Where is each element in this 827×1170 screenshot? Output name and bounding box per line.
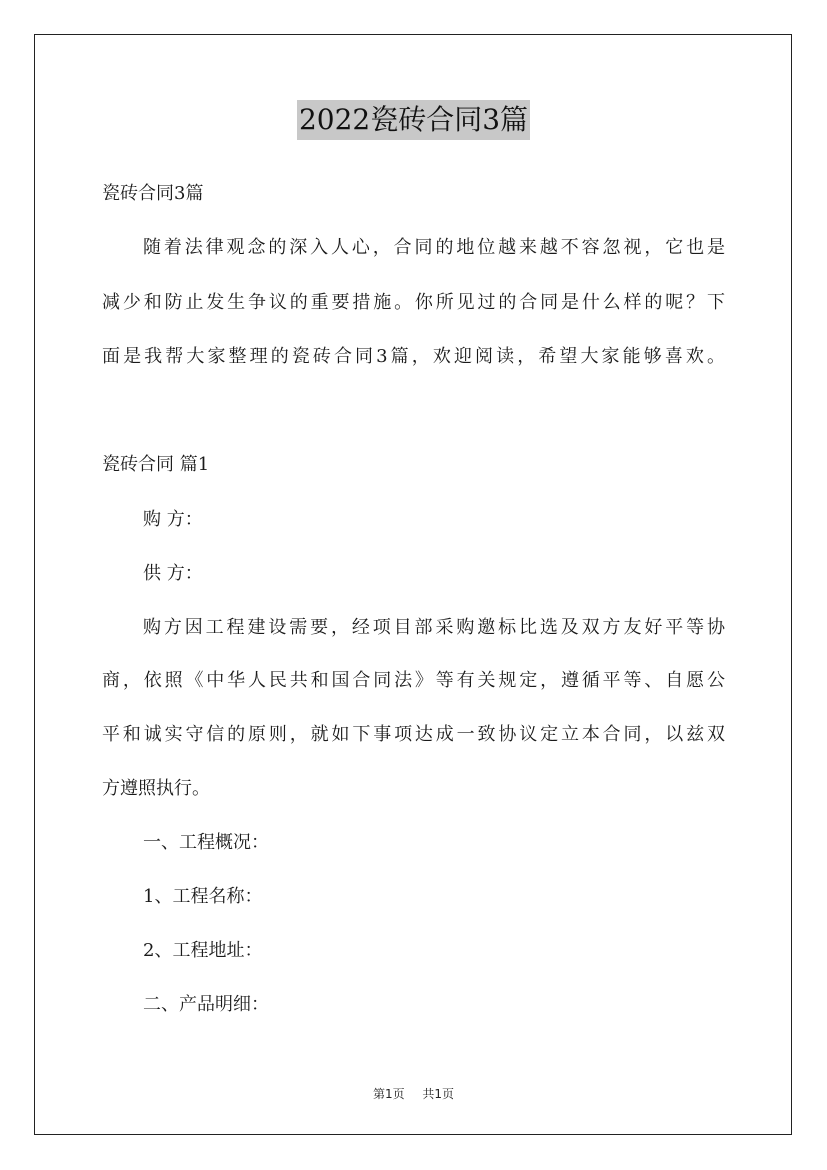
para-line-1: 购方因工程建设需要，经项目部采购邀标比选及双方友好平等协 bbox=[143, 617, 725, 638]
intro-line-3: 面是我帮大家整理的瓷砖合同3篇，欢迎阅读，希望大家能够喜欢。 bbox=[102, 346, 725, 367]
para-line-2: 商，依照《中华人民共和国合同法》等有关规定，遵循平等、自愿公 bbox=[102, 670, 725, 691]
intro-line-1: 随着法律观念的深入人心，合同的地位越来越不容忽视，它也是 bbox=[143, 237, 725, 258]
document-subtitle: 瓷砖合同3篇 bbox=[102, 183, 204, 204]
item-overview: 一、工程概况： bbox=[143, 832, 269, 853]
supplier-label: 供 方： bbox=[143, 563, 203, 584]
page-footer bbox=[0, 1085, 827, 1102]
page-total: 共1页 bbox=[422, 1087, 454, 1101]
para-line-4: 方遵照执行。 bbox=[102, 778, 210, 799]
buyer-label: 购 方： bbox=[143, 509, 203, 530]
intro-line-2: 减少和防止发生争议的重要措施。你所见过的合同是什么样的呢？下 bbox=[102, 292, 725, 313]
section-heading: 瓷砖合同 篇1 bbox=[102, 454, 210, 475]
item-project-name: 1、工程名称： bbox=[143, 886, 263, 907]
title-container bbox=[0, 100, 827, 140]
item-project-address: 2、工程地址： bbox=[143, 940, 263, 961]
page-number: 第1页 bbox=[373, 1087, 405, 1101]
document-title: 2022瓷砖合同3篇 bbox=[297, 100, 530, 140]
item-product-details: 二、产品明细： bbox=[143, 994, 269, 1015]
para-line-3: 平和诚实守信的原则，就如下事项达成一致协议定立本合同，以兹双 bbox=[102, 724, 725, 745]
